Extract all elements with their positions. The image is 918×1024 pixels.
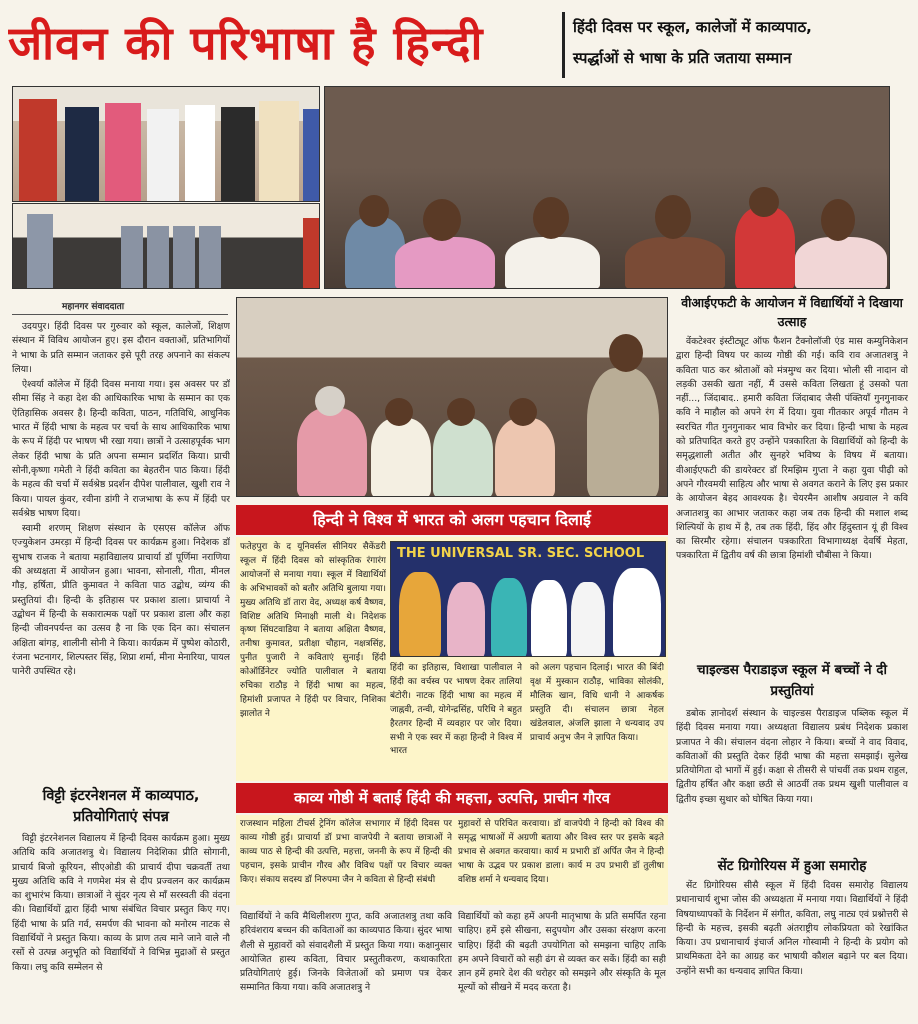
st-gregorios-heading: सेंट ग्रिगोरियस में हुआ समारोह	[717, 858, 867, 874]
universal-school-article-b: हिंदी का इतिहास, विशाखा पालीवाल ने हिंदी का वर्चस्व पर भाषण देकर तालियां बंटोरी। नाटक हिंदी भाषा का महत्व में जाह्नवी, तन्वी, योगेन्द्रसिंह, परिधि ने बहुत हैरतगर हिन्दी में व्यवहार पर जोर दिया। सभी ने एक स्वर में कहा हिन्दी ने विश्व में भारत	[390, 663, 522, 757]
paragraph: स्वामी शरणम् शिक्षण संस्थान के एसएस कॉलेज ऑफ एज्युकेशन उमरड़ा में हिन्दी दिवस पर कार्यक्रम हुआ। निदेशक डॉ सुभाष राजक ने बताया महाविद्यालय प्राचार्या डॉ पूर्णिमा नराणिया की अध्यक्षता में आयोजन हुआ। भावना, सोनाली, गीता, मीनल गौड़, हर्षिता, प्रीति कुमावत ने कविता पाठ उद्बोध, व्यंग्य की प्रस्तुतियां दी। हिन्दी के इतिहास पर प्रकाश डाला। प्राचार्या ने उद्बोधन में हिन्दी के सकारात्मक पक्षों पर प्रकाश डाला और कहा हिन्दी जीवनपर्यन्त का उत्सव है ना कि एक दिन का। संचालन अक्षिता बांगड़, शालीनी सोनी ने किया। कार्यक्रम में पुष्पेश कोठारी, रंजना भटनागर, शिल्पस्तर सिंह, शिप्रा शर्मा, मीना मेनारिया, पायल पानेरी उपस्थित रहे।	[12, 523, 230, 678]
column-divider	[12, 314, 228, 315]
byline: महानगर संवाददाता	[62, 302, 125, 312]
witty-international-heading: विट्टी इंटरनेशनल में काव्यपाठ, प्रतियोगिताएं संपन्न	[42, 788, 200, 825]
auditorium-audience-photo	[324, 86, 890, 289]
paragraph: ऐश्वर्या कॉलेज में हिंदी दिवस मनाया गया। इस अवसर पर डॉ सीमा सिंह ने कहा देश की आधिकारिक भाषा के सम्मान का एक ऐतिहासिक अवसर है। हिन्दी कविता, पाठन, गतिविधि, आधुनिक भारत में हिंदी भाषा के महत्व पर चर्चा के साथ आधिकारिक भाषा के रूप में हिंदी पर भाषण भी रखा गया। छात्रों ने उत्साहपूर्वक भाग लेकर हिंदी भाषा के प्रति अपना सम्मान प्रदर्शित किया। प्राची सोनी,कृष्णा गमेती ने हिंदी कविता का बेहतरीन पाठ किया। हिंदी के महत्व की चर्चा में सर्वश्रेष्ठ प्रदर्शन दीपेश पालीवाल, खुशी राव ने किया। पायल कुंवर, रवीना डांगी ने राजभाषा के रूप में हिंदी पर सर्वश्रेष्ठ भाषण दिया।	[12, 379, 230, 519]
main-headline: जीवन की परिभाषा है हिन्दी	[8, 16, 484, 70]
childs-paradise-heading: चाइल्डस पैराडाइज स्कूल में बच्चों ने दी प्रस्तुतियां	[697, 662, 887, 699]
childs-paradise-article: डबोक ज्ञानोदर्श संस्थान के चाइल्डस पैराडाइज पब्लिक स्कूल में हिंदी दिवस मनाया गया। अध्यक्षता विद्यालय प्रबंध निदेशक प्रकाश प्रजापत ने की। संचालन वंदना लोहार ने किया। बच्चों ने वाद विवाद, कविताओं की प्रस्तुति देकर हिंदी भाषा की महत्ता समझाई। सुलेख प्रतियोगिता दो भागों में हुई। कक्षा से तीसरी से पांचवीं तक प्रथम राहुल, द्वितीय हर्षित और कक्षा छठी से आठवीं तक प्रथम खुशी पालीवाल व द्वितीय इच्छा सुथार को घोषित किया गया।	[676, 708, 908, 805]
st-gregorios-article: सेंट ग्रिगोरियस सीसै स्कूल में हिंदी दिवस समारोह विद्यालय प्रधानाचार्य शुभा जोस की अध्यक्षता में मनाया गया। विद्यार्थियों ने हिंदी विषयाध्यापकों के निर्देशन में संगीत, कविता, लघु नाट्य एवं प्रश्नोत्तरी से हिन्दी के महत्त्व, इसकी बढ़ती अंतराष्ट्रीय लोकप्रियता को रेखांकित किया। उप प्रधानाचार्य इंचार्ज अनिल गोस्वामी ने हिन्दी के प्रयोग को प्राथमिकता देने का आग्रह कर भाषायी कौशल बढ़ाने पर बल दिया। उन्होंने सभी का धन्यवाद ज्ञापित किया।	[676, 880, 908, 977]
sub-headline-line-1: हिंदी दिवस पर स्कूल, कालेजों में काव्यपाठ,	[573, 18, 812, 36]
kavya-goshthi-article-b: मुहावरों से परिचित करवाया। डॉ वाजपेयी ने हिन्दी को विश्व की समृद्ध भाषाओं में अग्रणी बताया और विश्व स्तर पर इसके बढ़ते प्रभाव से अवगत करवाया। कार्य म प्रभारी डॉ अर्पित जैन ने हिन्दी भाषा के उद्भव पर प्रकाश डाला। कार्य म उप प्रभारी डॉ तुलीषा वशिष्ठ शर्मा ने धन्यवाद दिया।	[458, 819, 664, 885]
sub-headline-line-2: स्पर्द्धाओं से भाषा के प्रति जताया सम्मान	[573, 49, 792, 67]
kavya-goshthi-article-a: राजस्थान महिला टीचर्स ट्रेनिंग कॉलेज सभागार में हिंदी दिवस पर काव्य गोष्ठी हुई। प्राचार्या डॉ प्रभा वाजपेयी ने बताया छात्राओं ने काव्य पाठ से हिन्दी की उत्पत्ति, महत्ता, जननी के रूप में हिन्दी की पहचान, इसके प्राचीन गौरव और विविध पक्षों पर विचार व्यक्त किए। संकाय सदस्य डॉ निरुपमा जैन ने कविता से हिन्दी संबंधी	[240, 819, 452, 885]
kavya-goshthi-article-d: विद्यार्थियों को कहा हमें अपनी मातृभाषा के प्रति समर्पित रहना चाहिए। हमें इसे सीखना, सदुपयोग और उसका संरक्षण करना चाहिए। हिंदी की बढ़ती उपयोगिता को समझना चाहिए ताकि हम अपने विचारों को सही ढंग से व्यक्त कर सकें। हिंदी का सही ज्ञान हमें हमारे देश की धरोहर को समझने और संस्कृति के मूल मूल्यों को सीखने में मदद करता है।	[458, 911, 666, 994]
witty-international-article: विट्टी इंटरनेशनल विद्यालय में हिन्दी दिवस कार्यक्रम हुआ। मुख्य अतिथि कवि अजातशत्रु थे। विद्यालय निदेशिका प्रीति सोगानी, प्राचार्य बिजो कूरियन, सीएओडी की प्राचार्य दीपा चक्रवर्ती तथा मुख्य अतिथि कवि ने गणमेश मंत्र से दीप प्रज्वलन कर कार्यक्रम का शुभारंभ किया। छात्राओं ने सुंदर नृत्य से माँ सरस्वती की वंदना की। विद्यार्थियों द्वारा हिंदी भाषा संबंधित विचार प्रस्तुत किए गए। हिंदी भाषा के प्रति गर्व, समर्पण की भावना को मनोरम नाटक से विद्यार्थियों ने प्रस्तुत किया। काव्य के प्राण तत्व माने जाने वाले नौ रसों से उत्पन्न अनुभूति को विद्यार्थियों ने विभिन्न मुद्राओं से प्रस्तुत किया। लघु कवि सम्मेलन से	[12, 833, 230, 973]
stage-performance-photo	[12, 86, 320, 202]
universal-school-article-c: को अलग पहचान दिलाई। भारत की बिंदी वृक्ष में मुस्कान राठौड़, भाविका सोलंकी, मौलिक खान, विधि धानी ने आकर्षक प्रस्तुति दी। संचालन छात्रा नेहल खंडेलवाल, अंजलि झाला ने धन्यवाद उप प्राचार्य अनुभ जैन ने ज्ञापित किया।	[530, 663, 664, 743]
section-banner-kavya-goshthi: काव्य गोष्ठी में बताई हिंदी की महत्ता, उत्पत्ति, प्राचीन गौरव	[236, 783, 668, 813]
paragraph: उदयपुर। हिंदी दिवस पर गुरुवार को स्कूल, कालेजों, शिक्षण संस्थान में विविध आयोजन हुए। इस दौरान वक्ताओं, प्रतिभागियों ने भाषा के प्रति सम्मान जताकर इसे पूरी तरह अपनाने का संकल्प लिया।	[12, 321, 230, 375]
article-column-1	[12, 320, 230, 790]
universal-school-article-a: फतेहपुरा के द यूनिवर्सल सीनियर सैकेंडरी स्कूल में हिंदी दिवस को सांस्कृतिक रंगारंग आयोजनों से मनाया गया। स्कूल में विद्यार्थियों के अभिभावकों को बतौर अतिथि बुलाया गया। मुख्य अतिथि डॉ तारा वेद, अध्यक्ष कर्ष वैष्णव, विशिष्ट अतिथि मिनाक्षी माली थे। निदेशक कृष्ण सिंघटवाडिया ने बताया अक्षिता वैष्णव, तनीषा कुमावत, प्रतीक्षा चौहान, नक्षत्रसिंह, पुनीत पुजारी ने कविताएं सुनाई। हिंदी कोऑर्डिनेटर ज्योति पालीवाल ने बताया रुचिका राठौड़ ने हिंदी भाषा का महत्व, हिमांशी प्रजापत ने हिंदी पर विचार, निशिका झालोत ने	[240, 542, 386, 719]
vift-heading: वीआईएफटी के आयोजन में विद्यार्थियों ने दिखाया उत्साह	[681, 295, 903, 329]
seminar-audience-photo	[236, 297, 668, 497]
universal-school-photo	[390, 541, 666, 657]
school-banner-text: THE UNIVERSAL SR. SEC. SCHOOL	[397, 546, 645, 561]
students-group-photo	[12, 203, 320, 289]
vift-article: वेंकटेश्वर इंस्टीट्यूट ऑफ फैशन टैक्नोलॉजी एंड मास कम्युनिकेशन द्वारा हिन्दी विषय पर काव्य गोष्ठी की गई। कवि राव अजातशत्रु ने कविता पाठ कर श्रोताओं को मंत्रमुग्ध कर दिया। भोली सी नादान वो लड़की उसकी खता नहीं, मैं उससे कविता लिखता हूं उसको पता नहीं..., जिंदाबाद.. हमारी कविता जिंदाबाद जैसी पंक्तियाँ गुनगुनाकर कवि ने माहौल को अपने रंग में दिया। युवा गीतकार अपूर्व गौतम ने स्वरचित गीत गुनगुनाकर भाव विभोर कर दिया। हिन्दी भाषा के महत्व को प्रतिपादित करते हुए उन्होंने पत्रकारिता के विद्यार्थियों को हिन्दी के समृद्धशाली अतीत और सुनहरे भविष्य के विषय में बताया। वीआईएफटी की डायरेक्टर डॉ रिमझिम गुप्ता ने कहा युवा पीढ़ी को अपने गौरवमयी साहित्य और भाषा से अवगत कराने के लिए इस प्रकार के आयोजन बेहद आवश्यक है। चेयरमैन आशीष अग्रवाल ने कवि अजातशत्रु का आभार जताकर कहा जब तक हिन्दी की मशाल शब्द शिल्पियों के हाथ में है, तब तक हिंदी, हिंद और हिंदुस्तान यूं ही विश्व का सिरमौर रहेगा। संचालन पत्रकारिता विभागाध्यक्ष देवर्षि मेहता, पत्रकारिता में द्वितीय वर्ष की छात्रा हिमांशी चौबीसा ने किया।	[676, 336, 908, 562]
sub-headline	[562, 12, 912, 78]
section-banner-universal: हिन्दी ने विश्व में भारत को अलग पहचान दिलाई	[236, 505, 668, 535]
kavya-goshthi-article-c: विद्यार्थियों ने कवि मैथिलीशरण गुप्त, कवि अजातशत्रु तथा कवि हरिवंशराय बच्चन की कविताओं का काव्यपाठ किया। सुंदर भाषा शैली से मुहावरों को संवादशैली में प्रस्तुत किया गया। कक्षानुसार आयोजित हास्य कविता, विचार प्रस्तुतीकरण, कथाकारिता प्रतियोगिताएं हुई। जिनके विजेताओं को प्रमाण पत्र देकर सम्मानित किया गया। कवि अजातशत्रु ने	[240, 911, 452, 994]
